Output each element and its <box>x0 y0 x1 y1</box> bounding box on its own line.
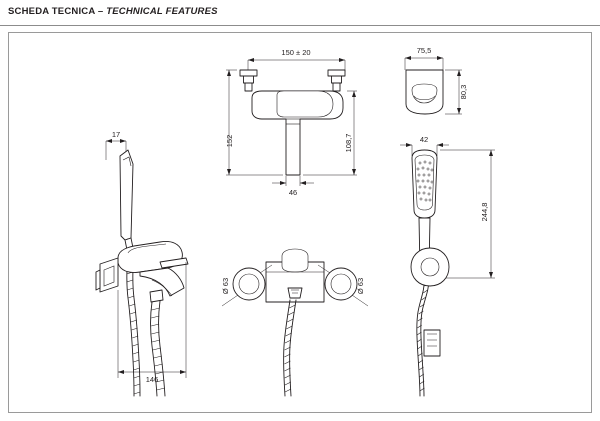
left-inlet-connector <box>240 70 257 91</box>
dimension-label-150: 150 ± 20 <box>281 48 311 57</box>
dimension-label-diam-63-right: Ø 63 <box>356 277 365 295</box>
dimension-46 <box>272 176 314 186</box>
right-inlet-connector <box>328 70 345 91</box>
page-title-main: SCHEDA TECNICA – <box>8 6 107 17</box>
dimension-label-46: 46 <box>288 188 298 197</box>
front-view-wall-mixer <box>225 58 357 186</box>
side-view-wall-mixer <box>405 56 468 114</box>
bottom-view-mixer <box>222 249 368 396</box>
wall-bracket-view <box>411 248 449 356</box>
dimension-label-244-8: 244,8 <box>480 202 489 222</box>
dimension-label-146: 146 <box>145 375 159 384</box>
dimension-label-80-3: 80,3 <box>459 84 468 100</box>
dimension-label-diam-63-left: Ø 63 <box>221 277 230 295</box>
mixer-body-perspective <box>96 241 188 302</box>
mixer-body-front <box>252 91 343 175</box>
dimension-label-152: 152 <box>225 134 234 148</box>
dimension-label-42: 42 <box>419 135 429 144</box>
dimension-152 <box>225 70 283 175</box>
dimension-80-3 <box>445 70 468 114</box>
dimension-label-17: 17 <box>111 130 121 139</box>
dimension-label-75-5: 75,5 <box>416 46 432 55</box>
page-title-italic: TECHNICAL FEATURES <box>106 6 218 17</box>
perspective-view <box>96 139 188 396</box>
dimension-label-108-7: 108,7 <box>344 133 353 153</box>
